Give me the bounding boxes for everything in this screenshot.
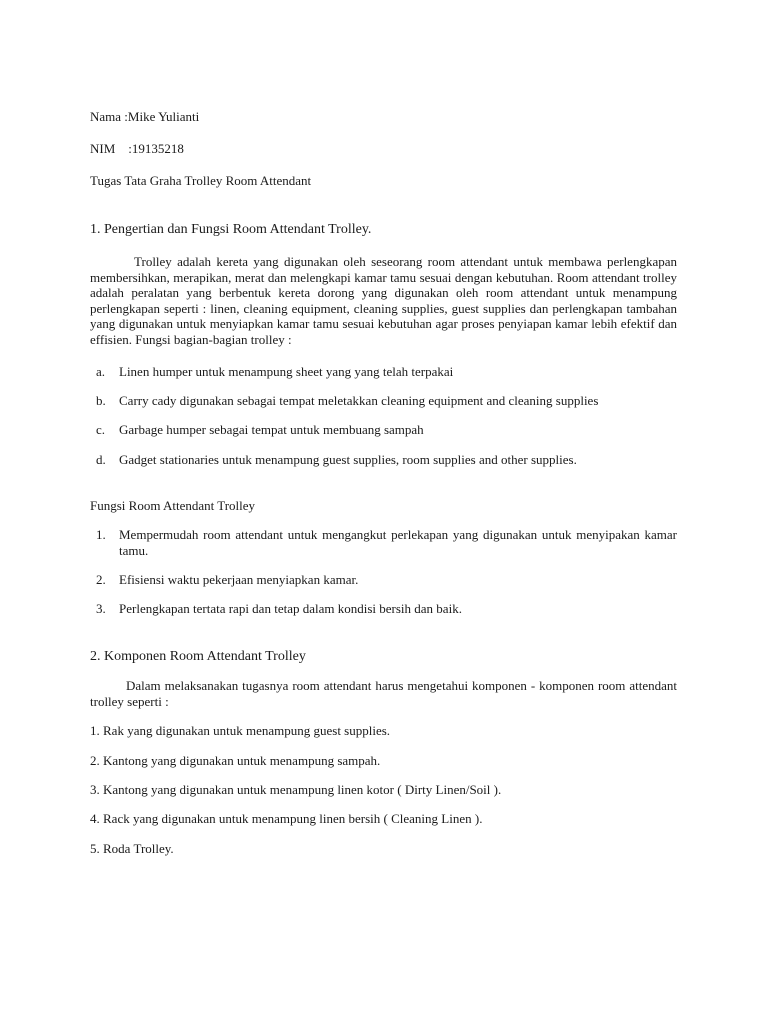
section-1-paragraph-text: Trolley adalah kereta yang digunakan oleh seseorang room attendant untuk membawa perlengkapan membersihkan, merapikan, merat dan melengkapi kamar tamu sesuai dengan kebutuhan. Room attendant trolley adalah peralatan yang berbentuk kereta dorong yang digunakan oleh room attendant untuk menampung perlengkapan seperti : linen, cleaning equipment, cleaning supplies, guest supplies dan perlengkapan tambahan yang digunakan untuk menyiapkan kamar tamu sesuai kebutuhan agar proses penyiapan kamar lebih efektif dan effisien. Fungsi bagian-bagian trolley : — [90, 254, 677, 347]
function-item-2 — [90, 572, 677, 588]
component-item-2: 2. Kantong yang digunakan untuk menampung sampah. — [90, 753, 381, 768]
function-item-1 — [90, 527, 677, 559]
part-item-c — [90, 422, 677, 438]
part-item-b — [90, 393, 677, 409]
component-item-4: 4. Rack yang digunakan untuk menampung linen bersih ( Cleaning Linen ). — [90, 811, 483, 826]
section-2-title: 2. Komponen Room Attendant Trolley — [90, 649, 306, 664]
section-1-title: 1. Pengertian dan Fungsi Room Attendant Trolley. — [90, 222, 372, 237]
student-name: Nama :Mike Yulianti — [90, 109, 200, 124]
part-text: Linen humper untuk menampung sheet yang yang telah terpakai — [119, 364, 454, 379]
part-marker: d. — [96, 452, 106, 467]
function-marker: 2. — [96, 572, 106, 587]
function-text: Efisiensi waktu pekerjaan menyiapkan kamar. — [119, 572, 359, 587]
part-text: Garbage humper sebagai tempat untuk membuang sampah — [119, 422, 424, 437]
functions-title: Fungsi Room Attendant Trolley — [90, 498, 256, 513]
section-2-paragraph — [90, 678, 677, 709]
assignment-title: Tugas Tata Graha Trolley Room Attendant — [90, 173, 312, 188]
section-1-paragraph — [90, 254, 677, 347]
part-text: Carry cady digunakan sebagai tempat meletakkan cleaning equipment and cleaning supplies — [119, 393, 599, 408]
part-marker: b. — [96, 393, 106, 408]
function-text: Perlengkapan tertata rapi dan tetap dalam kondisi bersih dan baik. — [119, 601, 462, 616]
function-marker: 3. — [96, 601, 106, 616]
part-marker: c. — [96, 422, 106, 437]
component-item-5: 5. Roda Trolley. — [90, 841, 174, 856]
part-text: Gadget stationaries untuk menampung guest supplies, room supplies and other supplies. — [119, 452, 577, 467]
section-2-paragraph-text: Dalam melaksanakan tugasnya room attendant harus mengetahui komponen - komponen room attendant trolley seperti : — [90, 678, 677, 709]
part-marker: a. — [96, 364, 106, 379]
component-item-1: 1. Rak yang digunakan untuk menampung guest supplies. — [90, 723, 391, 738]
function-text: Mempermudah room attendant untuk mengangkut perlekapan yang digunakan untuk menyipakan kamar tamu. — [119, 527, 677, 558]
component-item-3: 3. Kantong yang digunakan untuk menampung linen kotor ( Dirty Linen/Soil ). — [90, 782, 502, 797]
function-marker: 1. — [96, 527, 106, 542]
part-item-a — [90, 364, 677, 380]
function-item-3 — [90, 601, 677, 617]
part-item-d — [90, 452, 677, 468]
student-nim: NIM :19135218 — [90, 141, 184, 156]
